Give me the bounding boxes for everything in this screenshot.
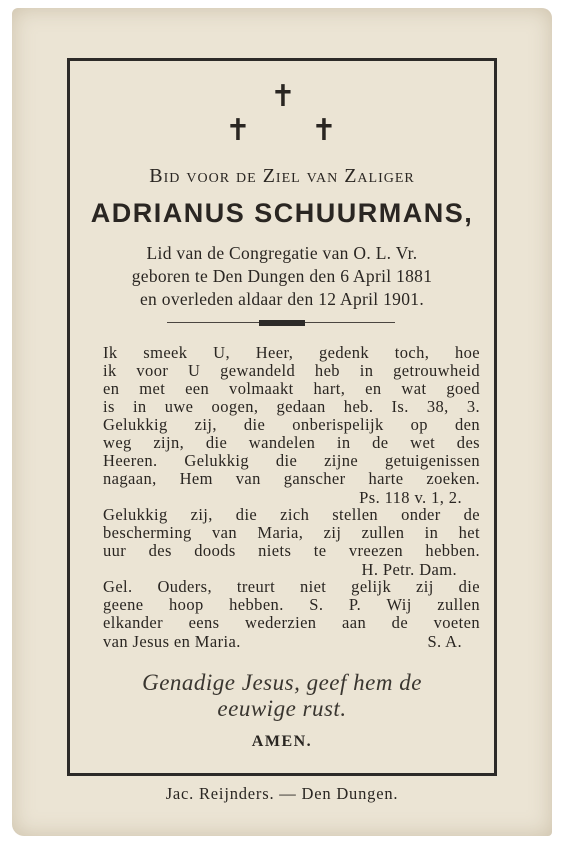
prayer-line: ik voor U gewandeld heb in getrouwheid bbox=[103, 361, 480, 380]
info-line-congregation: Lid van de Congregatie van O. L. Vr. bbox=[146, 243, 418, 263]
prayer-line: Gelukkig zij, die onberispelijk op den bbox=[103, 415, 480, 434]
scripture-reference: Ps. 118 v. 1, 2. bbox=[359, 488, 462, 507]
prayer-line: weg zijn, die wandelen in de wet des bbox=[103, 433, 480, 452]
prayer-line: Gelukkig zij, die zich stellen onder de bbox=[103, 505, 480, 524]
prayer-line: Heeren. Gelukkig die zijne getuigenissen bbox=[103, 451, 480, 470]
prayer-line: van Jesus en Maria. bbox=[103, 632, 241, 651]
prayer-line: nagaan, Hem van ganscher harte zoeken. bbox=[103, 469, 480, 488]
divider-ornament bbox=[259, 320, 305, 326]
closing-prayer-line1: Genadige Jesus, geef hem de bbox=[142, 670, 422, 695]
prayer-line: en met een volmaakt hart, en wat goed bbox=[103, 379, 480, 398]
closing-prayer-line2: eeuwige rust. bbox=[217, 696, 347, 721]
amen-text: AMEN. bbox=[251, 733, 313, 750]
left-cross-icon: ✝ bbox=[225, 113, 251, 148]
info-line-born: geboren te Den Dungen den 6 April 1881 bbox=[131, 266, 433, 286]
top-cross-icon: ✝ bbox=[270, 79, 296, 114]
prayer-line: elkander eens wederzien aan de voeten bbox=[103, 613, 480, 632]
prayer-heading: Bid voor de Ziel van Zaliger bbox=[149, 165, 415, 187]
info-line-died: en overleden aldaar den 12 April 1901. bbox=[139, 289, 425, 309]
right-cross-icon: ✝ bbox=[311, 113, 337, 148]
prayer-line: uur des doods niets te vreezen hebben. bbox=[103, 541, 480, 560]
scripture-reference: S. A. bbox=[427, 632, 462, 651]
prayer-line: Ik smeek U, Heer, gedenk toch, hoe bbox=[103, 343, 480, 362]
prayer-line: bescherming van Maria, zij zullen in het bbox=[103, 523, 480, 542]
printer-imprint: Jac. Reijnders. — Den Dungen. bbox=[165, 784, 399, 803]
prayer-line: is in uwe oogen, gedaan heb. Is. 38, 3. bbox=[103, 397, 480, 416]
prayer-line: geene hoop hebben. S. P. Wij zullen bbox=[103, 595, 480, 614]
prayer-line: Gel. Ouders, treurt niet gelijk zij die bbox=[103, 577, 480, 596]
scripture-reference: H. Petr. Dam. bbox=[361, 560, 457, 579]
deceased-name: ADRIANUS SCHUURMANS, bbox=[90, 198, 474, 228]
